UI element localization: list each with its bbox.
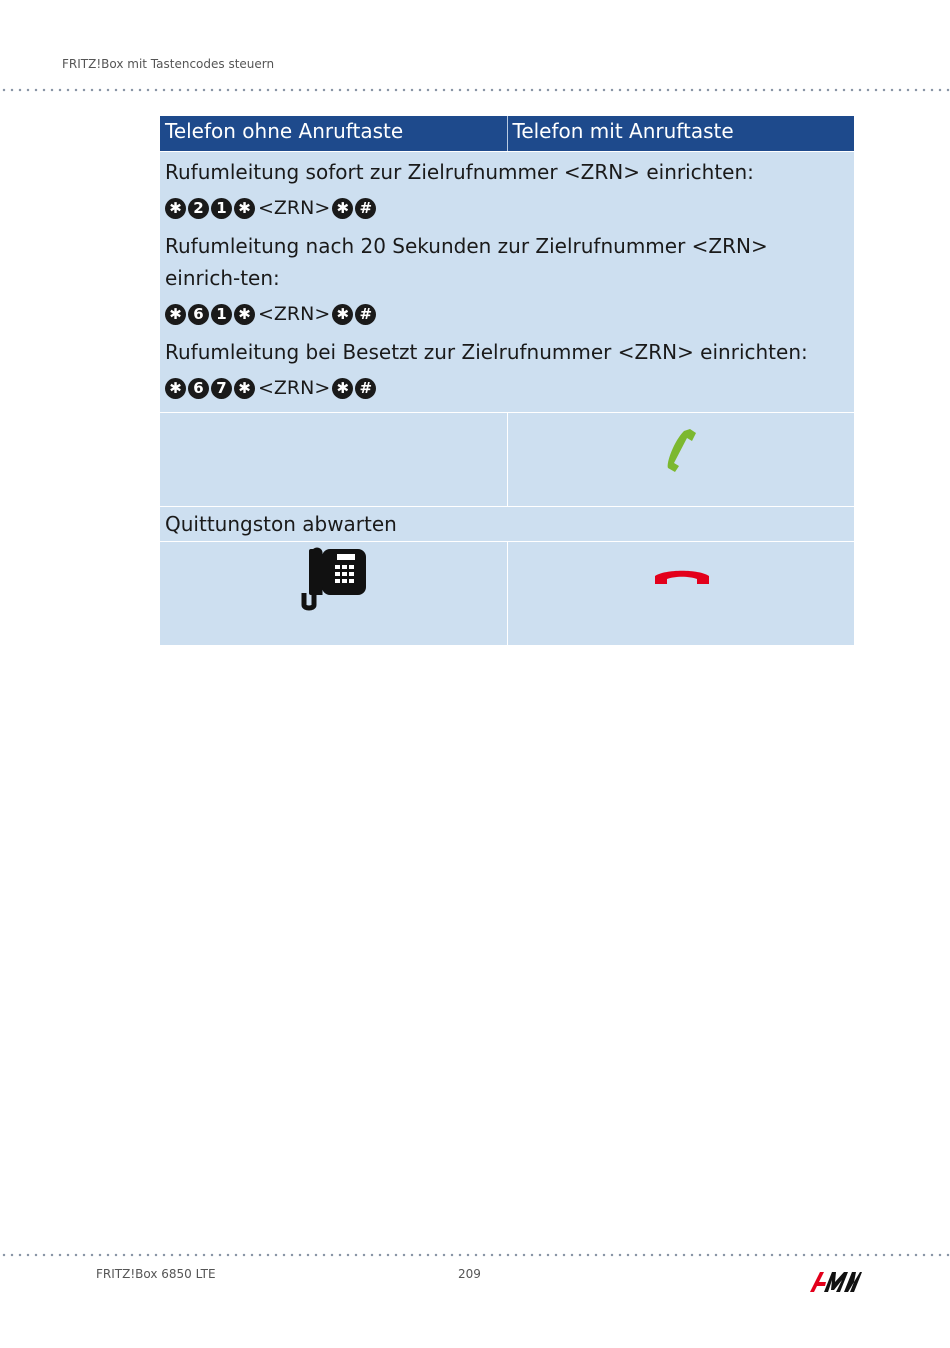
red-handset-icon: [655, 570, 709, 586]
pickup-cell-empty: [160, 413, 507, 506]
hangup-cell-desk-phone: [160, 542, 507, 645]
key-1-icon: 1: [211, 304, 232, 325]
key-1-icon: 1: [211, 198, 232, 219]
avm-logo: [810, 1268, 862, 1294]
pickup-row: [160, 412, 854, 506]
footer-product-name: FRITZ!Box 6850 LTE: [96, 1267, 216, 1281]
code-delayed-forward: [165, 298, 849, 330]
row-busy-forward-text: Rufumleitung bei Besetzt zur Zielrufnummer <ZRN> einrichten:: [165, 340, 808, 364]
key-2-icon: 2: [188, 198, 209, 219]
star-key-icon: ✱: [332, 304, 353, 325]
wait-instruction: Quittungston abwarten: [160, 506, 854, 541]
pickup-cell: [507, 413, 855, 506]
zrn-placeholder: <ZRN>: [258, 197, 331, 219]
star-key-icon: ✱: [165, 198, 186, 219]
header-col-without-call-button: Telefon ohne Anruftaste: [165, 119, 404, 143]
table-header: [160, 116, 854, 151]
code-busy-forward: [165, 372, 849, 404]
row-immediate-forward-text: Rufumleitung sofort zur Zielrufnummer <ZRN> einrichten:: [165, 160, 754, 184]
key-code-table: [160, 116, 854, 645]
zrn-placeholder: <ZRN>: [258, 303, 331, 325]
star-key-icon: ✱: [332, 378, 353, 399]
star-key-icon: ✱: [165, 378, 186, 399]
star-key-icon: ✱: [165, 304, 186, 325]
hash-key-icon: #: [355, 304, 376, 325]
star-key-icon: ✱: [234, 198, 255, 219]
row-delayed-forward-text: Rufumleitung nach 20 Sekunden zur Zielrufnummer <ZRN> einrich-ten:: [165, 234, 768, 290]
running-header: FRITZ!Box mit Tastencodes steuern: [62, 57, 275, 71]
code-immediate-forward: [165, 192, 849, 224]
page-number: 209: [458, 1267, 481, 1281]
zrn-placeholder: <ZRN>: [258, 377, 331, 399]
hangup-cell-red: [507, 542, 855, 645]
star-key-icon: ✱: [234, 378, 255, 399]
bottom-divider: [0, 1253, 950, 1257]
desk-phone-icon: [300, 547, 368, 611]
key-6-icon: 6: [188, 378, 209, 399]
top-divider: [0, 88, 950, 92]
hash-key-icon: #: [355, 378, 376, 399]
key-7-icon: 7: [211, 378, 232, 399]
green-handset-icon: [662, 427, 702, 473]
hangup-row: [160, 541, 854, 645]
key-6-icon: 6: [188, 304, 209, 325]
star-key-icon: ✱: [332, 198, 353, 219]
header-col-with-call-button: Telefon mit Anruftaste: [507, 116, 855, 151]
codes-block: [160, 151, 854, 412]
hash-key-icon: #: [355, 198, 376, 219]
star-key-icon: ✱: [234, 304, 255, 325]
